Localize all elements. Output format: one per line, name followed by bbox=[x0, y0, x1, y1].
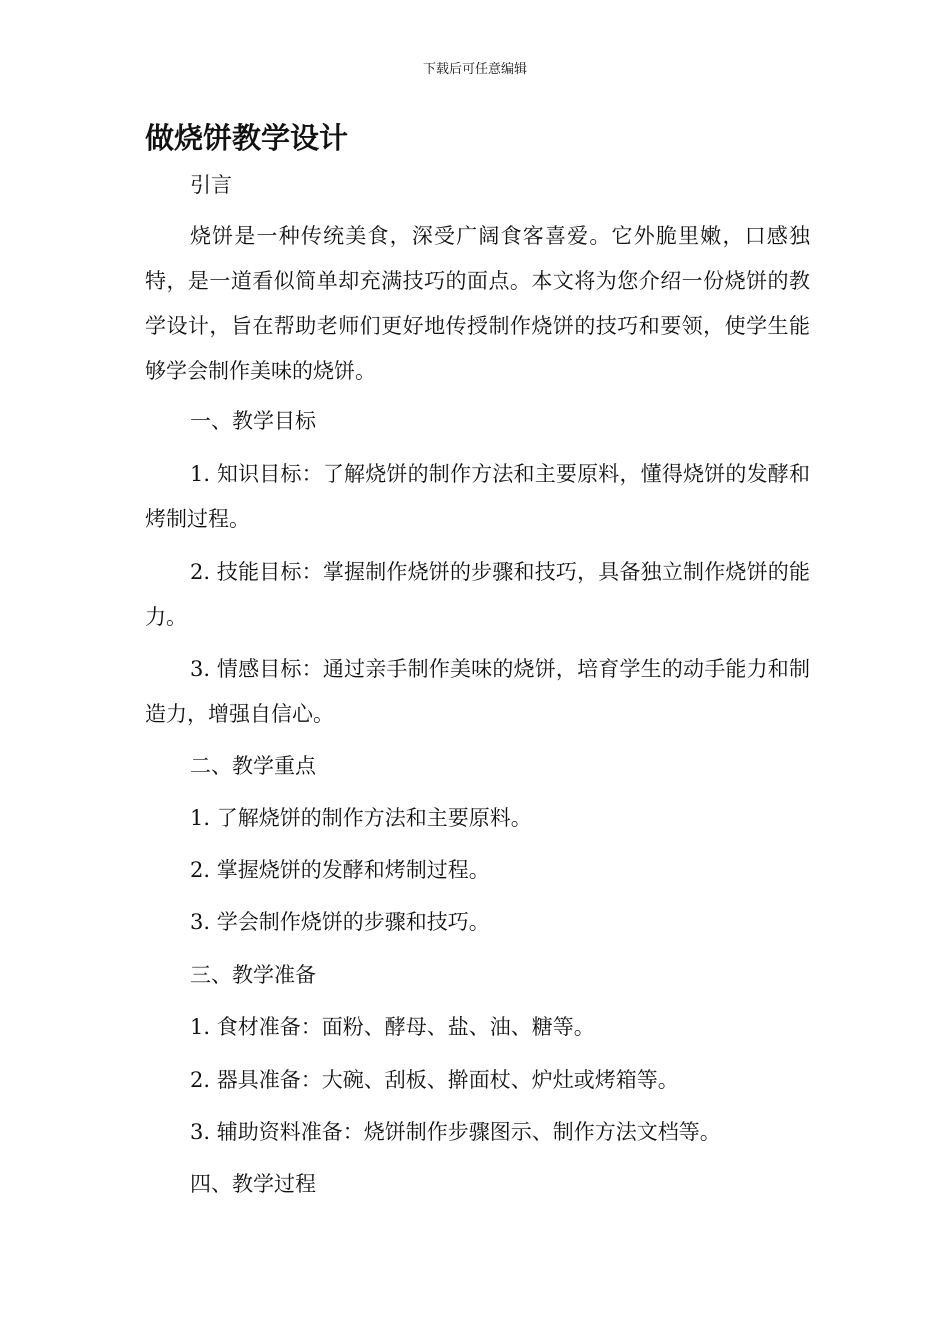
document-title: 做烧饼教学设计 bbox=[145, 121, 349, 155]
objective-item-knowledge: 1. 知识目标：了解烧饼的制作方法和主要原料，懂得烧饼的发酵和烤制过程。 bbox=[145, 462, 810, 531]
preparation-item: 2. 器具准备：大碗、刮板、擀面杖、炉灶或烤箱等。 bbox=[190, 1068, 679, 1092]
objective-item-emotion: 3. 情感目标：通过亲手制作美味的烧饼，培育学生的动手能力和制造力，增强自信心。 bbox=[145, 657, 810, 726]
header-note: 下载后可任意编辑 bbox=[422, 62, 527, 77]
key-point-item: 2. 掌握烧饼的发酵和烤制过程。 bbox=[190, 858, 490, 882]
objective-item-skill: 2. 技能目标：掌握制作烧饼的步骤和技巧，具备独立制作烧饼的能力。 bbox=[145, 560, 810, 629]
intro-paragraph: 烧饼是一种传统美食，深受广阔食客喜爱。它外脆里嫩，口感独特，是一道看似简单却充满技巧的面点。本文将为您介绍一份烧饼的教学设计，旨在帮助老师们更好地传授制作烧饼的技巧和要领，使学生能够学会制作美味的烧饼。 bbox=[145, 224, 810, 383]
section-heading-process: 四、教学过程 bbox=[190, 1172, 316, 1196]
preparation-item: 1. 食材准备：面粉、酵母、盐、油、糖等。 bbox=[190, 1015, 595, 1039]
key-point-item: 1. 了解烧饼的制作方法和主要原料。 bbox=[190, 806, 532, 830]
section-heading-preparation: 三、教学准备 bbox=[190, 963, 316, 987]
intro-heading: 引言 bbox=[190, 173, 232, 197]
section-heading-objectives: 一、教学目标 bbox=[190, 409, 316, 433]
key-point-item: 3. 学会制作烧饼的步骤和技巧。 bbox=[190, 910, 490, 934]
section-heading-key-points: 二、教学重点 bbox=[190, 754, 316, 778]
preparation-item: 3. 辅助资料准备：烧饼制作步骤图示、制作方法文档等。 bbox=[190, 1120, 721, 1144]
